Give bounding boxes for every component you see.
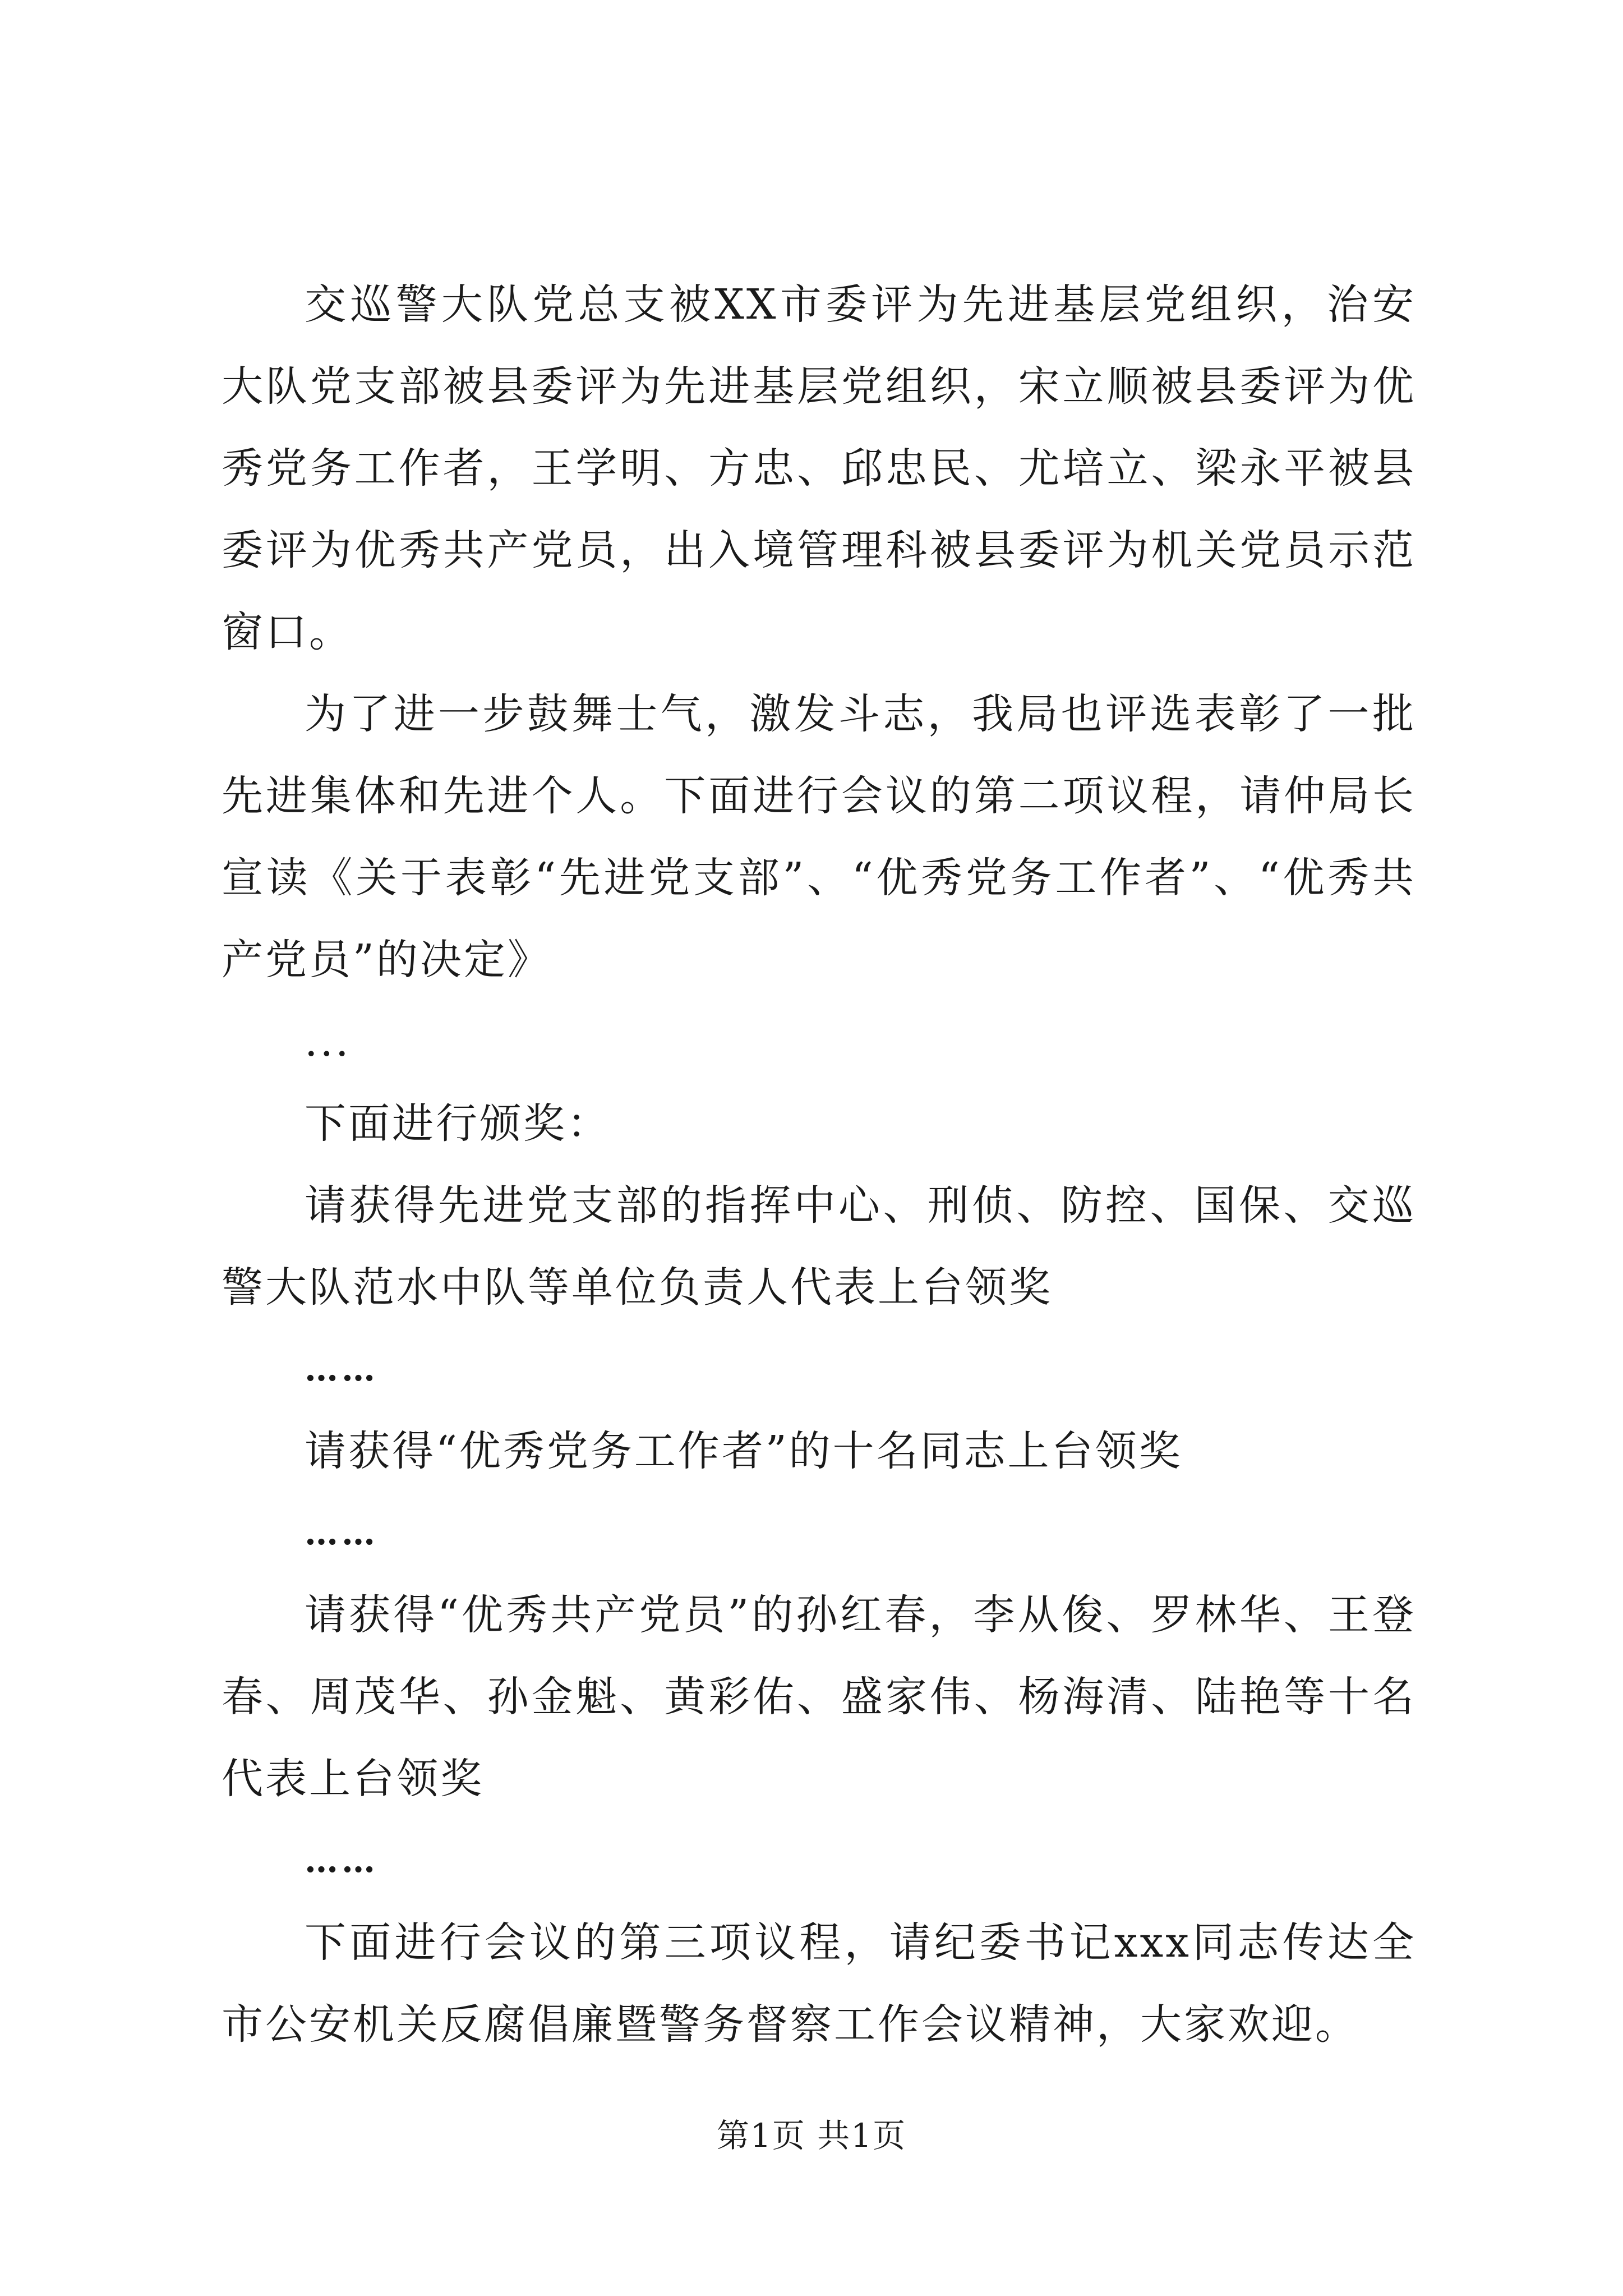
paragraph-awarding: 下面进行颁奖：: [305, 1099, 611, 1148]
paragraph-party-members: 请获得“优秀共产党员”的孙红春，李从俊、罗林华、王登春、周茂华、孙金魁、黄彩佑、盛家伟、杨海清、陆艳等十名代表上台领奖: [222, 1591, 1416, 1803]
paragraph-commendations: 交巡警大队党总支被XX市委评为先进基层党组织，治安大队党支部被县委评为先进基层党组织，宋立顺被县委评为优秀党务工作者，王学明、方忠、邱忠民、尤培立、梁永平被县委评为优秀共产党员，出入境管理科被县委评为机关党员示范窗口。: [222, 280, 1416, 656]
ellipsis-line: ……: [305, 1841, 379, 1880]
paragraph-second-agenda: 为了进一步鼓舞士气，激发斗志，我局也评选表彰了一批先进集体和先进个人。下面进行会议的第二项议程，请仲局长宣读《关于表彰“先进党支部”、“优秀党务工作者”、“优秀共产党员”的决定》: [222, 690, 1416, 984]
paragraph-party-workers: 请获得“优秀党务工作者”的十名同志上台领奖: [305, 1427, 1183, 1475]
paragraph-third-agenda: 下面进行会议的第三项议程，请纪委书记xxx同志传达全市公安机关反腐倡廉暨警务督察工作会议精神，大家欢迎。: [222, 1918, 1416, 2049]
ellipsis-line: ...: [305, 1018, 351, 1066]
document-body: [222, 264, 1416, 2065]
page-number-footer: 第1页 共1页: [716, 2116, 907, 2155]
ellipsis-line: ……: [305, 1350, 379, 1389]
ellipsis-line: ……: [305, 1513, 379, 1553]
paragraph-advanced-branches: 请获得先进党支部的指挥中心、刑侦、防控、国保、交巡警大队范水中队等单位负责人代表上台领奖: [222, 1181, 1416, 1312]
